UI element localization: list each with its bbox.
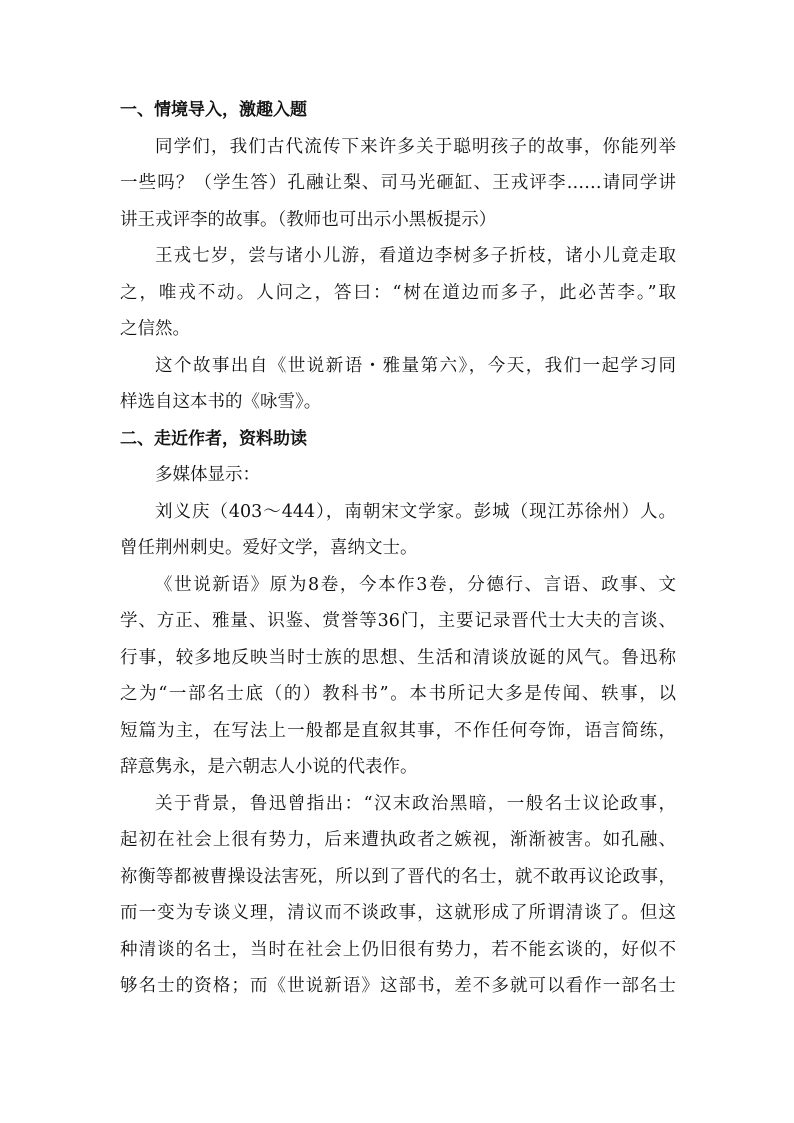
document-page — [120, 92, 676, 1005]
text-line: 够名士的资格；而《世说新语》这部书，差不多就可以看作一部名士 — [120, 976, 676, 996]
text-line: 王戎七岁，尝与诸小儿游，看道边李树多子折枝，诸小儿竟走取 — [155, 246, 676, 266]
text-line: 而一变为专谈义理，清议而不谈政事，这就形成了所谓清谈了。但这 — [120, 903, 676, 923]
text-line: 这个故事出自《世说新语・雅量第六》，今天，我们一起学习同 — [155, 355, 676, 376]
text-line: 短篇为主，在写法上一般都是直叙其事，不作任何夸饰，语言简练， — [120, 720, 676, 741]
text-line: 同学们，我们古代流传下来许多关于聪明孩子的故事，你能列举 — [155, 136, 676, 157]
text-line: 起初在社会上很有势力，后来遭执政者之嫉视，渐渐被害。如孔融、 — [120, 830, 676, 850]
text-line: 曾任荆州刺史。爱好文学，喜纳文士。 — [120, 538, 418, 558]
text-line: 之信然。 — [120, 319, 190, 339]
paragraph-background — [120, 786, 676, 1005]
text-line: 种清谈的名士，当时在社会上仍旧很有势力，若不能玄谈的，好似不 — [120, 939, 676, 960]
text-line: 讲王戎评李的故事。（教师也可出示小黑板提示） — [120, 209, 497, 230]
paragraph-book-intro — [120, 567, 676, 786]
text-line: 刘义庆（403～444），南朝宋文学家。彭城（现江苏徐州）人。 — [155, 501, 676, 522]
text-line: 之为“一部名士底（的）教科书”。本书所记大多是传闻、轶事，以 — [120, 684, 676, 704]
text-line: 一些吗？（学生答）孔融让梨、司马光砸缸、王戎评李……请同学讲 — [120, 173, 676, 193]
text-line: 样选自这本书的《咏雪》。 — [120, 392, 322, 412]
paragraph-multimedia — [120, 457, 676, 494]
text-line: 行事，较多地反映当时士族的思想、生活和清谈放诞的风气。鲁迅称 — [120, 647, 676, 668]
text-line: 关于背景，鲁迅曾指出：“汉末政治黑暗，一般名士议论政事， — [155, 793, 676, 814]
paragraph-story-source — [120, 348, 676, 421]
section-heading-2: 二、走近作者，资料助读 — [120, 428, 307, 449]
text-line: 之，唯戎不动。人问之，答曰：“树在道边而多子，此必苦李。”取 — [120, 282, 676, 303]
text-line: 多媒体显示： — [155, 465, 260, 485]
paragraph-author-bio — [120, 494, 676, 567]
paragraph-wangrong-story — [120, 238, 676, 348]
section-heading-1: 一、情境导入，激趣入题 — [120, 100, 307, 120]
text-line: 学、方正、雅量、识鉴、赏誉等36门，主要记录晋代士大夫的言谈、 — [120, 611, 676, 631]
text-line: 祢衡等都被曹操设法害死，所以到了晋代的名士，就不敢再议论政事， — [120, 866, 676, 887]
paragraph-intro-question — [120, 129, 676, 239]
text-line: 辞意隽永，是六朝志人小说的代表作。 — [120, 757, 418, 777]
text-line: 《世说新语》原为8卷，今本作3卷，分德行、言语、政事、文 — [155, 574, 676, 595]
